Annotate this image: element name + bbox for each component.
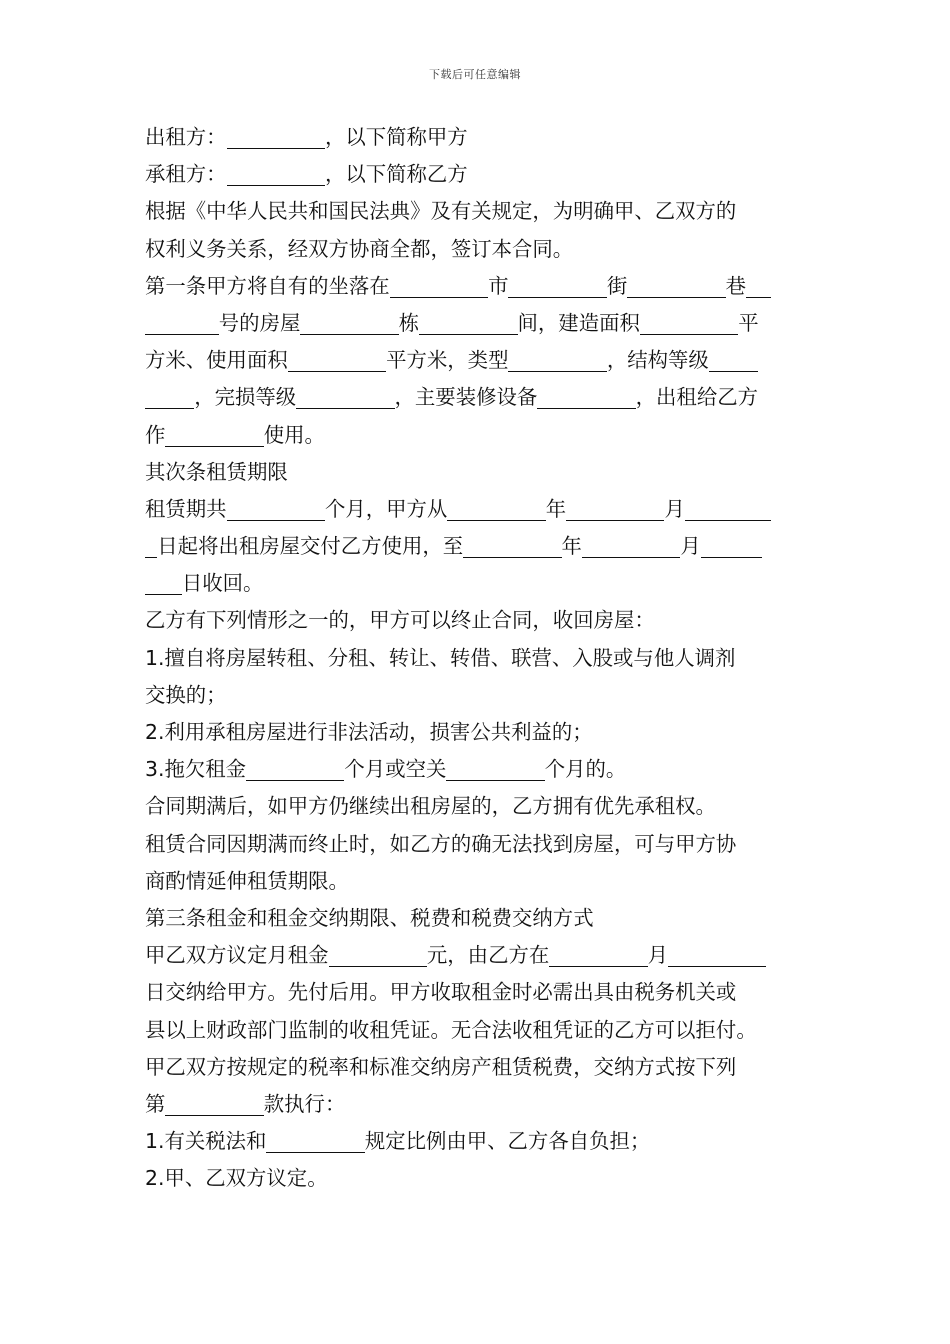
text-line: 商酌情延伸租赁期限。 [145,868,349,893]
fill-in-blank [145,570,182,595]
fill-in-blank [288,347,386,372]
fill-in-blank [668,942,766,967]
fill-in-blank [582,533,680,558]
fill-in-blank [227,161,325,186]
text-line: 日收回。 [145,565,807,602]
fill-in-blank [566,496,664,521]
fill-in-blank [296,384,394,409]
fill-in-blank [300,310,398,335]
text-line: 其次条租赁期限 [145,459,288,484]
text-line: 1.擅自将房屋转租、分租、转让、转借、联营、入股或与他人调剂 [145,645,736,670]
text-line: 第 款执行： [145,1091,346,1116]
fill-in-blank [537,384,635,409]
text-line: 日交纳给甲方。先付后用。甲方收取租金时必需出具由税务机关或 [145,980,737,1005]
fill-in-blank [709,347,758,372]
text-line: 第一条甲方将自有的坐落在 市 街 巷 [145,268,807,305]
text-line: 乙方有下列情形之一的，甲方可以终止合同，收回房屋： [145,608,655,633]
fill-in-blank [508,347,606,372]
text-line: 作 使用。 [145,422,325,447]
fill-in-blank [508,273,606,298]
fill-in-blank [685,496,771,521]
fill-in-blank [549,942,647,967]
text-line: ，完损等级 ，主要装修设备 ，出租给乙方 [145,379,807,416]
fill-in-blank [165,422,263,447]
text-line: 出租方： ，以下简称甲方 [145,125,468,149]
fill-in-blank [447,496,545,521]
fill-in-blank [390,273,488,298]
text-line: 权利义务关系，经双方协商全都，签订本合同。 [145,236,574,261]
text-line: 租赁期共 个月，甲方从 年 月 [145,491,807,528]
header-note: 下载后可任意编辑 [429,68,521,81]
fill-in-blank [746,273,771,298]
text-line: 根据《中华人民共和国民法典》及有关规定，为明确甲、乙双方的 [145,199,737,224]
text-line: 2.利用承租房屋进行非法活动，损害公共利益的； [145,720,593,744]
fill-in-blank [627,273,725,298]
fill-in-blank [463,533,561,558]
text-line: 承租方： ，以下简称乙方 [145,162,468,187]
text-line: 合同期满后，如甲方仍继续出租房屋的，乙方拥有优先承租权。 [145,794,716,819]
text-line: 方米、使用面积 平方米，类型 ，结构等级 [145,342,807,379]
fill-in-blank [419,310,517,335]
text-line: 县以上财政部门监制的收租凭证。无合法收租凭证的乙方可以拒付。 [145,1017,757,1042]
fill-in-blank [145,533,157,558]
text-line: 号的房屋 栋 间，建造面积 平 [145,305,807,342]
fill-in-blank [446,756,544,781]
fill-in-blank [246,756,344,781]
fill-in-blank [640,310,738,335]
text-line: 1.有关税法和 规定比例由甲、乙方各自负担； [145,1129,651,1154]
text-line: 3.拖欠租金 个月或空关 个月的。 [145,757,627,782]
text-line: 日起将出租房屋交付乙方使用，至 年 月 [145,528,807,565]
fill-in-blank [329,942,427,967]
fill-in-blank [266,1128,364,1153]
fill-in-blank [701,533,763,558]
fill-in-blank [227,496,325,521]
contract-body [145,119,807,1197]
text-line: 甲乙双方议定月租金 元，由乙方在 月 [145,937,807,974]
text-line: 甲乙双方按规定的税率和标准交纳房产租赁税费，交纳方式按下列 [145,1054,737,1079]
text-line: 交换的； [145,682,227,707]
fill-in-blank [145,384,194,409]
text-line: 2.甲、乙双方议定。 [145,1166,328,1191]
fill-in-blank [227,124,325,149]
text-line: 第三条租金和租金交纳期限、税费和税费交纳方式 [145,905,594,930]
fill-in-blank [145,310,219,335]
fill-in-blank [165,1091,263,1116]
text-line: 租赁合同因期满而终止时，如乙方的确无法找到房屋，可与甲方协 [145,831,737,856]
